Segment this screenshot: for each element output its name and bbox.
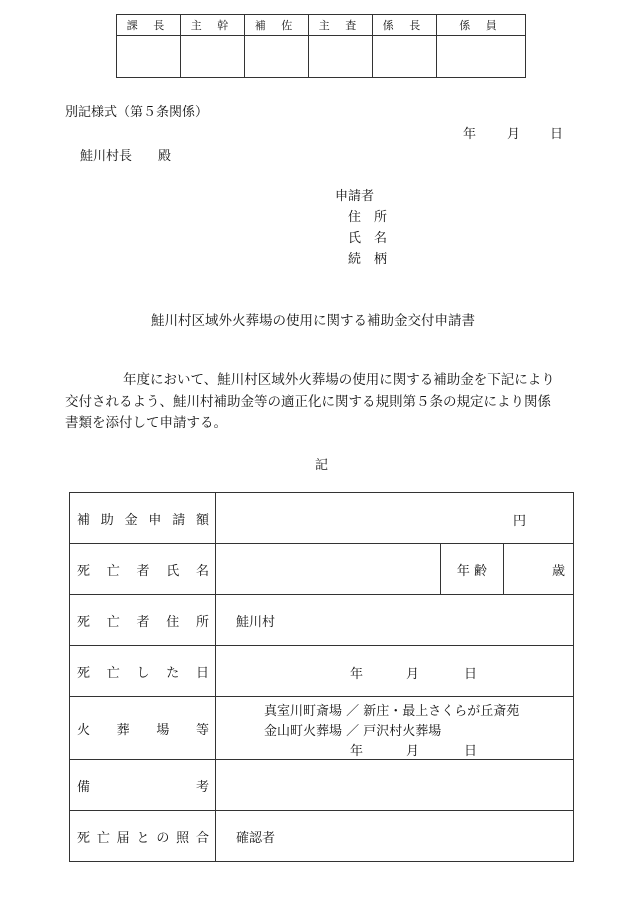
remarks-field[interactable] xyxy=(216,760,574,811)
remarks-label: 備考 xyxy=(70,760,216,811)
body-line-2: 交付されるよう、鮭川村補助金等の適正化に関する規則第５条の規定により関係 xyxy=(65,394,551,410)
ki-mark: 記 xyxy=(315,458,329,473)
table-row xyxy=(70,646,574,697)
stamp-cell[interactable] xyxy=(437,36,526,78)
age-unit: 歳 xyxy=(551,563,565,579)
table-row xyxy=(70,760,574,811)
approval-header: 係 長 xyxy=(373,15,437,36)
table-row xyxy=(70,697,574,760)
body-line-3: 書類を添付して申請する。 xyxy=(65,415,227,431)
date-year: 年 xyxy=(463,127,477,142)
subsidy-amount-field[interactable] xyxy=(216,493,574,544)
applicant-relation-label: 続 柄 xyxy=(348,252,388,267)
approval-header-row xyxy=(117,15,526,36)
date-day: 日 xyxy=(550,127,564,142)
approval-header: 課 長 xyxy=(117,15,181,36)
document-title: 鮭川村区域外火葬場の使用に関する補助金交付申請書 xyxy=(151,313,475,329)
stamp-cell[interactable] xyxy=(117,36,181,78)
deceased-address-label: 死亡者住所 xyxy=(70,595,216,646)
deceased-name-field[interactable] xyxy=(216,544,441,595)
crematorium-date-day: 日 xyxy=(464,744,478,759)
death-date-day: 日 xyxy=(464,667,478,682)
stamp-cell[interactable] xyxy=(245,36,309,78)
date-month: 月 xyxy=(507,127,521,142)
table-row xyxy=(70,544,574,595)
crematorium-label: 火葬場等 xyxy=(70,697,216,760)
approval-header: 補 佐 xyxy=(245,15,309,36)
death-date-field[interactable] xyxy=(216,646,574,697)
crematorium-field[interactable] xyxy=(216,697,574,760)
applicant-address-label: 住 所 xyxy=(348,210,388,225)
table-row xyxy=(70,595,574,646)
applicant-heading: 申請者 xyxy=(335,189,375,204)
crematorium-options-2[interactable]: 金山町火葬場 ／ 戸沢村火葬場 xyxy=(264,724,442,739)
death-date-year: 年 xyxy=(350,667,364,682)
crematorium-date-month: 月 xyxy=(406,744,420,759)
table-row xyxy=(70,811,574,862)
subsidy-unit: 円 xyxy=(513,514,527,529)
addressee: 鮭川村長 殿 xyxy=(80,149,172,164)
death-notice-value: 確認者 xyxy=(236,830,276,846)
form-reference: 別記様式（第５条関係） xyxy=(65,105,209,120)
approval-stamp-row xyxy=(117,36,526,78)
stamp-cell[interactable] xyxy=(309,36,373,78)
deceased-address-value: 鮭川村 xyxy=(236,614,276,630)
approval-header: 主 査 xyxy=(309,15,373,36)
approval-header: 係 員 xyxy=(437,15,526,36)
approval-header: 主 幹 xyxy=(181,15,245,36)
approval-stamp-table xyxy=(116,14,526,78)
age-field[interactable] xyxy=(504,544,574,595)
deceased-name-label: 死亡者氏名 xyxy=(70,544,216,595)
subsidy-label: 補助金申請額 xyxy=(70,493,216,544)
death-notice-label: 死亡届との照合 xyxy=(70,811,216,862)
table-row xyxy=(70,493,574,544)
age-label: 年 齢 xyxy=(441,544,504,595)
deceased-address-field[interactable] xyxy=(216,595,574,646)
crematorium-options-1[interactable]: 真室川町斎場 ／ 新庄・最上さくらが丘斎苑 xyxy=(264,704,520,719)
death-notice-field[interactable] xyxy=(216,811,574,862)
application-table xyxy=(69,492,574,862)
applicant-name-label: 氏 名 xyxy=(348,231,388,246)
crematorium-date-year: 年 xyxy=(350,744,364,759)
death-date-label: 死亡した日 xyxy=(70,646,216,697)
stamp-cell[interactable] xyxy=(181,36,245,78)
body-line-1: 年度において、鮭川村区域外火葬場の使用に関する補助金を下記により xyxy=(123,372,555,388)
death-date-month: 月 xyxy=(406,667,420,682)
stamp-cell[interactable] xyxy=(373,36,437,78)
